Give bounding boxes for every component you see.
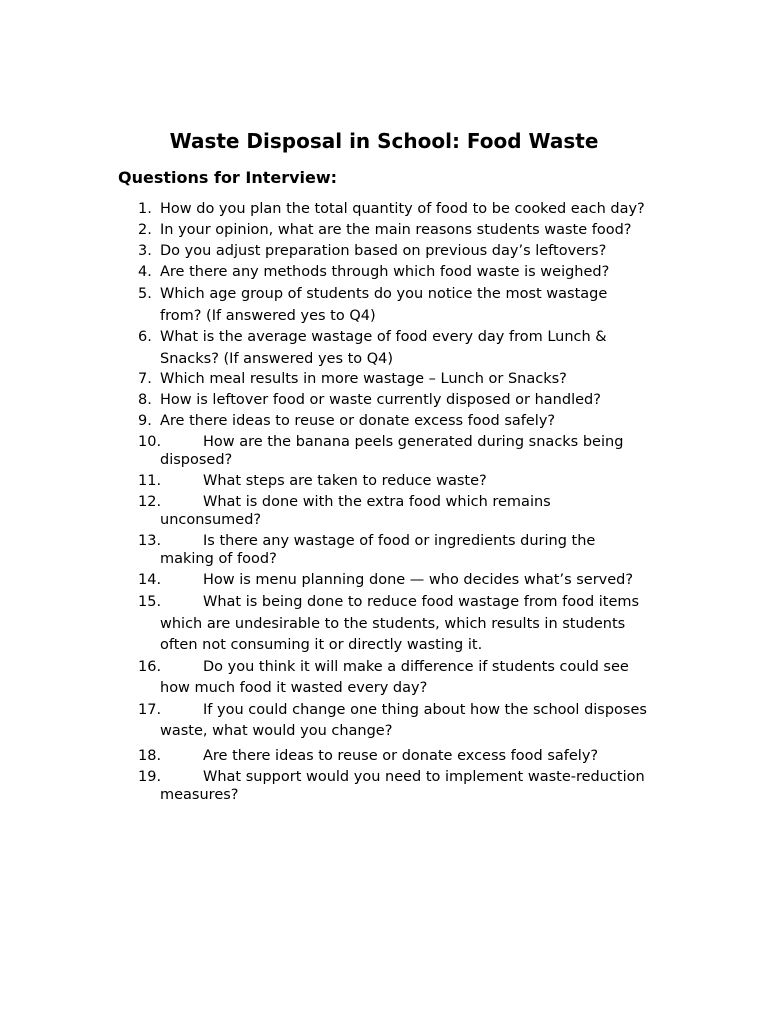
question-text: In your opinion, what are the main reasons students waste food? (160, 222, 632, 238)
list-item (0, 263, 650, 281)
question-text: What is the average wastage of food every day from Lunch & Snacks? (If answered yes to Q4) (160, 329, 607, 367)
question-number: 18. (138, 747, 162, 764)
list-item (0, 747, 650, 765)
question-number: 7. (138, 371, 152, 387)
document-title: Waste Disposal in School: Food Waste (169, 129, 599, 153)
question-number: 19. (138, 768, 162, 785)
question-number: 16. (138, 658, 162, 675)
list-item (0, 768, 650, 804)
question-number: 6. (138, 329, 152, 345)
list-item (0, 532, 650, 568)
question-text: Are there ideas to reuse or donate excess food safely? (160, 413, 556, 429)
question-number: 13. (138, 533, 162, 549)
question-text: If you could change one thing about how the school disposes waste, what would you change? (160, 701, 647, 739)
question-number: 17. (138, 701, 162, 718)
section-heading: Questions for Interview: (118, 168, 338, 187)
question-number: 11. (138, 473, 162, 489)
question-number: 1. (138, 201, 152, 217)
list-item (0, 200, 650, 218)
question-number: 8. (138, 392, 152, 408)
question-number: 14. (138, 572, 162, 588)
question-text: How do you plan the total quantity of food to be cooked each day? (160, 201, 645, 217)
list-item (0, 370, 650, 388)
question-number: 3. (138, 243, 152, 259)
list-item (0, 700, 650, 743)
list-item (0, 412, 650, 430)
question-text: Which age group of students do you notice the most wastage from? (If answered yes to Q4) (160, 286, 608, 324)
list-item (0, 493, 650, 529)
list-item (0, 592, 650, 657)
question-text: Are there ideas to reuse or donate excess food safely? (203, 747, 599, 764)
question-number: 5. (138, 286, 152, 302)
list-item (0, 221, 650, 239)
question-text: How are the banana peels generated during snacks being disposed? (160, 434, 624, 468)
question-text: How is leftover food or waste currently disposed or handled? (160, 392, 601, 408)
question-text: Which meal results in more wastage – Lunch or Snacks? (160, 371, 567, 387)
question-text: What is being done to reduce food wastage from food items which are undesirable to the students, which results in students often not consuming it or directly wasting it. (160, 594, 640, 653)
list-item (0, 472, 650, 490)
list-item (0, 327, 650, 370)
question-list (0, 200, 768, 807)
list-item (0, 284, 650, 327)
question-text: What steps are taken to reduce waste? (203, 473, 487, 489)
question-text: Are there any methods through which food waste is weighed? (160, 264, 610, 280)
question-text: What is done with the extra food which remains unconsumed? (160, 494, 551, 528)
question-text: How is menu planning done — who decides what’s served? (203, 572, 634, 588)
list-item (0, 242, 650, 260)
question-text: Is there any wastage of food or ingredients during the making of food? (160, 533, 596, 567)
question-number: 10. (138, 434, 162, 450)
question-number: 2. (138, 222, 152, 238)
list-item (0, 657, 650, 700)
list-item (0, 433, 650, 469)
list-item (0, 571, 650, 589)
question-text: Do you think it will make a difference if students could see how much food it wasted every day? (160, 658, 629, 696)
question-number: 9. (138, 413, 152, 429)
question-text: What support would you need to implement waste-reduction measures? (160, 768, 645, 803)
list-item (0, 391, 650, 409)
question-text: Do you adjust preparation based on previous day’s leftovers? (160, 243, 607, 259)
question-number: 4. (138, 264, 152, 280)
question-number: 12. (138, 494, 162, 510)
question-number: 15. (138, 594, 162, 610)
